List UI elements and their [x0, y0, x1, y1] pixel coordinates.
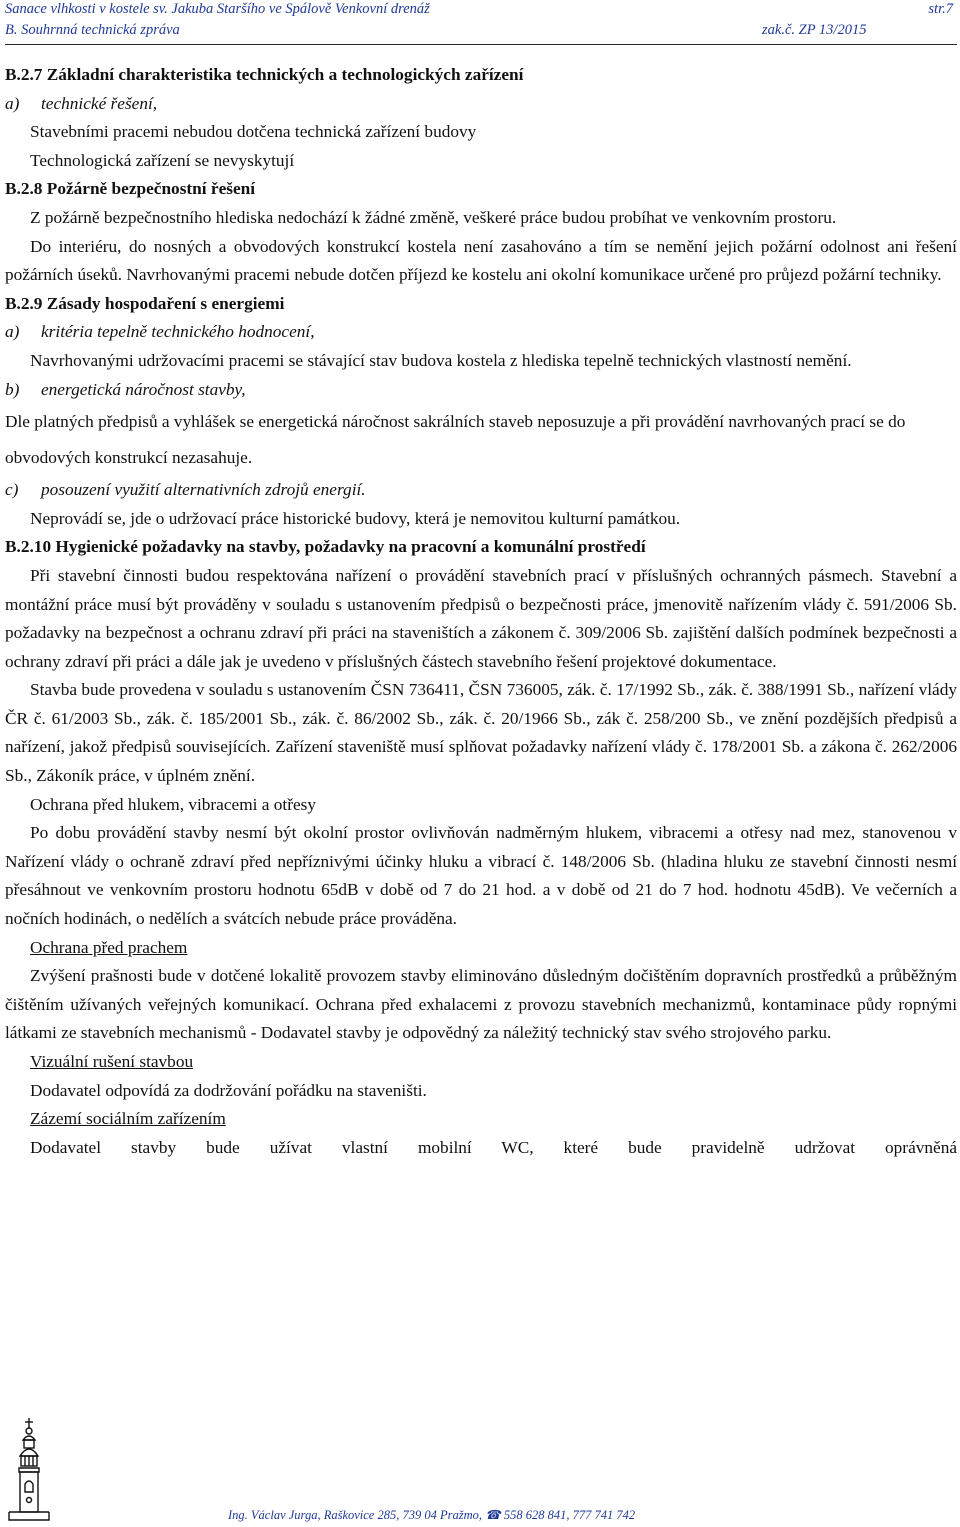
paragraph-b28-1: Z požárně bezpečnostního hlediska nedochází k žádné změně, veškeré práce budou probíhat ve venkovním prostoru.	[30, 207, 837, 227]
paragraph-b27-1: Stavebními pracemi nebudou dotčena technická zařízení budovy	[30, 122, 477, 142]
section-heading-b28: B.2.8 Požárně bezpečnostní řešení	[5, 179, 256, 199]
visual-subtitle	[5, 1048, 957, 1077]
subheading-b27-a	[5, 90, 957, 119]
header-page-number: str.7	[928, 1, 953, 17]
footer-contact: Ing. Václav Jurga, Raškovice 285, 739 04 Pražmo, ☎ 558 628 841, 777 741 742	[228, 1508, 636, 1522]
social-paragraph: Dodavatel stavby bude užívat vlastní mobilní WC, které bude pravidelně udržovat oprávněná	[30, 1137, 957, 1157]
paragraph-b29-b: Dle platných předpisů a vyhlášek se energetická náročnost sakrálních staveb neposuzuje a při provádění navrhovaných prací se do obvodových konstrukcí nezasahuje.	[5, 412, 906, 468]
paragraph-b210-2: Stavba bude provedena v souladu s ustanovením ČSN 736411, ČSN 736005, zák. č. 17/1992 Sb., zák. č. 388/1991 Sb., nařízení vlády ČR č. 61/2003 Sb., zák. č. 185/2001 Sb., zák. č. 86/2002 Sb., zák. č. 20/1966 Sb., zák č. 258/200 Sb., ve znění pozdějších předpisů a nařízení, jakož předpisů souvisejících. Zařízení staveniště musí splňovat požadavky nařízení vlády č. 178/2001 Sb. a zákona č. 262/2006 Sb., Zákoník práce, v úplném znění.	[5, 680, 957, 786]
header-report: B. Souhrnná technická zpráva	[5, 22, 180, 38]
subheading-title: technické řešení,	[41, 93, 158, 113]
visual-paragraph: Dodavatel odpovídá za dodržování pořádku na staveništi.	[30, 1080, 427, 1100]
paragraph-b29-a: Navrhovanými udržovacími pracemi se stávající stav budova kostela z hlediska tepelně technických vlastností nemění.	[30, 350, 852, 370]
subheading-b29-b	[5, 376, 957, 405]
subheading-letter: a)	[5, 93, 20, 113]
subheading-b29-a	[5, 318, 957, 347]
noise-paragraph: Po dobu provádění stavby nesmí být okolní prostor ovlivňován nadměrným hlukem, vibracemi a otřesy nad mez, stanovenou v Nařízení vlády o ochraně zdraví před nepříznivými účinky hluku a vibrací č. 148/2006 Sb. (hladina hluku ze stavební činnosti nesmí přesáhnout ve venkovním prostoru hodnotu 65dB v době od 7 do 21 hod. a v době od 21 do 7 hod. hodnotu 45dB). Ve večerních a nočních hodinách, o nedělích a svátcích nebude práce prováděna.	[5, 823, 957, 929]
visual-subtitle-text: Vizuální rušení stavbou	[30, 1052, 194, 1071]
paragraph-b28-2: Do interiéru, do nosných a obvodových konstrukcí kostela není zasahováno a tím se nemění jejich požární odolnost ani řešení požárních úseků. Navrhovanými pracemi nebude dotčen příjezd ke kostelu ani okolní komunikace určené pro průjezd požární techniky.	[5, 236, 957, 285]
social-subtitle	[5, 1105, 957, 1134]
paragraph-b27-2: Technologická zařízení se nevyskytují	[30, 150, 295, 170]
subheading-title: posouzení využití alternativních zdrojů energií.	[41, 480, 366, 500]
section-heading-b210: B.2.10 Hygienické požadavky na stavby, požadavky na pracovní a komunální prostředí	[5, 537, 646, 557]
dust-subtitle	[5, 934, 957, 963]
noise-subtitle: Ochrana před hlukem, vibracemi a otřesy	[30, 794, 316, 814]
dust-subtitle-text: Ochrana před prachem	[30, 937, 188, 957]
paragraph-b29-c: Neprovádí se, jde o udržovací práce historické budovy, která je nemovitou kulturní památkou.	[30, 508, 681, 528]
section-heading-b29: B.2.9 Zásady hospodaření s energiemi	[5, 293, 285, 313]
section-heading-b27: B.2.7 Základní charakteristika technických a technologických zařízení	[5, 65, 524, 84]
header-order-number: zak.č. ZP 13/2015	[762, 22, 867, 38]
document-page	[5, 0, 957, 1162]
page-header	[5, 0, 957, 45]
header-project: Sanace vlhkosti v kostele sv. Jakuba Staršího ve Spálově Venkovní drenáž	[5, 1, 430, 17]
subheading-title: kritéria tepelně technického hodnocení,	[41, 322, 315, 342]
document-body	[5, 45, 957, 1162]
dust-paragraph: Zvýšení prašnosti bude v dotčené lokalitě provozem stavby eliminováno důsledným dočištěním dopravních prostředků a průběžným čištěním užívaných veřejných komunikací. Ochrana před exhalacemi z provozu stavebních mechanizmů, kontaminace půdy ropnými látkami ze stavebních mechanismů - Dodavatel stavby je odpovědný za náležitý technický stav svého strojového parku.	[5, 966, 957, 1043]
social-subtitle-text: Zázemí sociálním zařízením	[30, 1109, 226, 1129]
paragraph-b210-1: Při stavební činnosti budou respektována nařízení o provádění stavebních prací v příslušných ochranných pásmech. Stavební a montážní práce musí být prováděny v souladu s ustanovením předpisů o bezpečnosti práce, jmenovitě nařízením vlády č. 591/2006 Sb. požadavky na bezpečnost a ochranu zdraví při práci na staveništích a zákonem č. 309/2006 Sb. zajištění dalších podmínek bezpečnosti a ochrany zdraví při práci a dále jak je uvedeno v příslušných částech stavebního řešení projektové dokumentace.	[5, 565, 957, 671]
subheading-letter: b)	[5, 379, 20, 399]
subheading-b29-c	[5, 476, 957, 505]
church-tower-icon	[5, 1416, 53, 1522]
subheading-letter: c)	[5, 480, 19, 500]
subheading-title: energetická náročnost stavby,	[41, 379, 246, 399]
subheading-letter: a)	[5, 322, 20, 342]
